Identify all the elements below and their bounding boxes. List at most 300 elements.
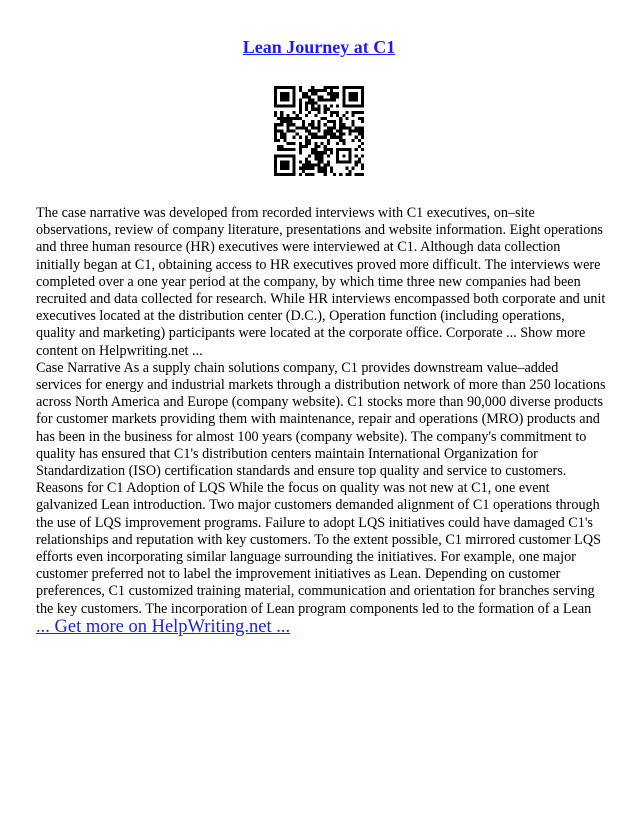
qr-module	[333, 173, 336, 176]
qr-module	[327, 148, 330, 151]
qr-module	[299, 167, 302, 170]
qr-module	[324, 89, 327, 92]
qr-module	[330, 170, 333, 173]
qr-module	[274, 86, 296, 89]
qr-module	[336, 105, 339, 108]
qr-module	[345, 117, 348, 120]
qr-module	[274, 129, 277, 132]
qr-module	[274, 154, 296, 157]
qr-module	[330, 114, 333, 117]
qr-module	[361, 154, 364, 157]
qr-module	[305, 160, 308, 163]
qr-module	[339, 173, 342, 176]
qr-module	[339, 139, 342, 142]
qr-module	[305, 173, 308, 176]
qr-module	[333, 136, 336, 139]
qr-module	[293, 111, 296, 114]
qr-module	[330, 167, 333, 170]
qr-module	[311, 126, 314, 129]
qr-module	[324, 105, 327, 108]
qr-module	[311, 108, 314, 111]
qr-module	[317, 136, 320, 139]
qr-module	[327, 133, 330, 136]
qr-module	[314, 133, 317, 136]
qr-module	[280, 92, 289, 101]
qr-module	[314, 108, 317, 111]
qr-module	[327, 120, 330, 123]
qr-module	[352, 167, 355, 170]
qr-module	[305, 157, 308, 160]
qr-module	[358, 145, 361, 148]
qr-module	[314, 92, 317, 95]
qr-module	[321, 167, 324, 170]
qr-module	[336, 129, 339, 132]
qr-module	[274, 105, 296, 108]
qr-module	[324, 136, 327, 139]
qr-module	[311, 133, 314, 136]
qr-module	[361, 148, 364, 151]
qr-module	[296, 117, 299, 120]
qr-module	[299, 98, 302, 101]
qr-module	[274, 111, 277, 114]
qr-module	[280, 160, 289, 169]
qr-module	[361, 136, 364, 139]
qr-module	[283, 133, 286, 136]
qr-module	[324, 133, 327, 136]
qr-module	[348, 148, 351, 164]
qr-module	[339, 123, 342, 126]
qr-module	[321, 142, 324, 145]
qr-module	[317, 170, 320, 173]
qr-module	[355, 164, 358, 167]
qr-module	[299, 108, 302, 111]
qr-module	[352, 114, 355, 117]
qr-module	[342, 139, 345, 142]
qr-module	[314, 154, 317, 157]
qr-module	[283, 148, 286, 151]
qr-module	[308, 123, 311, 126]
qr-module	[311, 102, 314, 105]
qr-module	[330, 92, 333, 95]
qr-module	[277, 145, 280, 148]
qr-module	[324, 111, 327, 114]
qr-module	[286, 129, 289, 132]
qr-module	[314, 157, 317, 160]
qr-module	[293, 129, 296, 132]
qr-module	[311, 167, 314, 170]
qr-module	[361, 126, 364, 129]
qr-module	[358, 126, 361, 129]
qr-module	[358, 160, 361, 163]
qr-code-graphic	[274, 86, 364, 176]
qr-module	[321, 95, 324, 98]
qr-module	[302, 164, 305, 167]
qr-module	[305, 145, 308, 148]
paragraph-methodology: The case narrative was developed from recorded interviews with C1 executives, on–site observations, review of company literature, presentations and website information. Eight operations and three human resource (HR) executives were interviewed at C1. Although data collection initially began at C1, obtaining access to HR executives proved more difficult. The interviews were completed over a one year period at the company, by which time three new companies had been recruited and data collected for research. While HR interviews encompassed both corporate and unit executives located at the distribution center (D.C.), Operation function (including operations, quality and marketing) participants were located at the corporate office. Corporate ... Show more content on Helpwriting.net ...	[36, 205, 606, 359]
qr-module	[342, 126, 345, 129]
qr-module	[336, 92, 339, 95]
qr-module	[348, 173, 351, 176]
qr-module	[361, 117, 364, 120]
qr-module	[324, 145, 327, 148]
qr-module	[296, 126, 299, 129]
qr-module	[280, 129, 283, 132]
qr-module	[339, 117, 342, 120]
qr-module	[333, 123, 336, 126]
qr-module	[305, 129, 308, 132]
qr-module	[274, 123, 277, 126]
qr-module	[308, 89, 311, 92]
qr-module	[308, 173, 311, 176]
qr-module	[321, 136, 324, 139]
qr-module	[327, 126, 330, 129]
qr-module	[280, 148, 283, 151]
qr-module	[311, 92, 314, 95]
qr-module	[336, 136, 339, 139]
qr-module	[361, 167, 364, 170]
title-link[interactable]: Lean Journey at C1	[242, 37, 396, 57]
qr-module	[305, 126, 308, 129]
qr-module	[277, 148, 280, 151]
qr-module	[299, 142, 302, 145]
qr-module	[317, 108, 320, 111]
qr-module	[305, 114, 308, 117]
qr-module	[352, 111, 355, 114]
qr-module	[299, 102, 302, 105]
qr-module	[361, 111, 364, 114]
qr-module	[296, 114, 299, 117]
qr-module	[293, 154, 296, 176]
qr-module	[336, 148, 339, 164]
qr-module	[286, 120, 289, 123]
qr-module	[317, 95, 320, 98]
qr-module	[348, 129, 351, 132]
qr-module	[321, 98, 324, 101]
qr-module	[348, 133, 351, 136]
qr-module	[330, 133, 333, 136]
qr-module	[308, 160, 311, 163]
qr-module	[355, 129, 358, 132]
qr-module	[299, 89, 302, 92]
qr-module	[293, 86, 296, 108]
qr-module	[274, 154, 277, 176]
more-link-container	[36, 616, 606, 638]
qr-module	[311, 148, 314, 151]
qr-module	[336, 142, 339, 145]
qr-module	[342, 86, 345, 108]
qr-module	[314, 126, 317, 129]
qr-module	[355, 154, 358, 157]
qr-module	[330, 148, 333, 151]
qr-module	[321, 157, 324, 160]
document-body	[36, 205, 606, 618]
qr-module	[314, 148, 317, 151]
qr-module	[314, 114, 317, 117]
qr-module	[342, 86, 364, 89]
qr-module	[361, 120, 364, 123]
qr-module	[286, 114, 289, 117]
qr-module	[333, 98, 336, 101]
qr-module	[348, 126, 351, 129]
qr-module	[330, 89, 333, 92]
qr-module	[330, 129, 333, 132]
qr-module	[342, 142, 345, 145]
qr-module	[317, 105, 320, 108]
qr-module	[311, 105, 314, 108]
qr-module	[274, 133, 277, 136]
qr-module	[333, 126, 336, 129]
qr-module	[308, 102, 311, 105]
qr-module	[283, 117, 286, 120]
qr-module	[277, 123, 280, 126]
qr-module	[339, 129, 342, 132]
qr-module	[308, 98, 311, 101]
qr-module	[314, 136, 317, 139]
qr-module	[314, 164, 317, 167]
qr-module	[302, 120, 305, 123]
qr-module	[324, 167, 327, 170]
qr-module	[342, 105, 364, 108]
qr-module	[361, 173, 364, 176]
qr-module	[302, 170, 305, 173]
qr-module	[302, 95, 305, 98]
qr-module	[311, 173, 314, 176]
qr-module	[296, 133, 299, 136]
qr-module	[324, 98, 327, 101]
document-title	[0, 36, 638, 58]
qr-module	[311, 120, 314, 123]
qr-module	[342, 123, 345, 126]
qr-module	[299, 117, 302, 120]
qr-module	[311, 86, 314, 89]
qr-module	[308, 133, 311, 136]
qr-code-icon	[274, 86, 364, 176]
qr-module	[355, 148, 358, 151]
qr-module	[274, 126, 277, 129]
qr-module	[327, 108, 330, 111]
qr-module	[317, 157, 320, 160]
qr-module	[314, 145, 317, 148]
qr-module	[308, 154, 311, 157]
qr-module	[317, 89, 320, 92]
qr-module	[280, 111, 283, 114]
qr-module	[336, 111, 339, 114]
qr-module	[324, 123, 327, 126]
qr-module	[342, 114, 345, 117]
qr-module	[358, 139, 361, 142]
qr-module	[299, 145, 302, 148]
qr-module	[274, 173, 296, 176]
qr-module	[345, 173, 348, 176]
qr-module	[330, 111, 333, 114]
qr-module	[358, 173, 361, 176]
qr-module	[339, 126, 342, 129]
qr-module	[305, 92, 308, 95]
qr-module	[330, 126, 333, 129]
qr-module	[333, 120, 336, 123]
qr-module	[314, 151, 317, 154]
qr-module	[293, 148, 296, 151]
qr-module	[345, 167, 348, 170]
qr-module	[283, 139, 286, 142]
qr-module	[286, 123, 289, 126]
qr-module	[305, 95, 308, 98]
qr-module	[317, 160, 320, 163]
qr-module	[293, 136, 296, 139]
qr-module	[358, 111, 361, 114]
qr-module	[324, 148, 327, 151]
qr-module	[290, 148, 293, 151]
qr-module	[317, 129, 320, 132]
qr-module	[317, 154, 320, 157]
qr-module	[286, 148, 289, 151]
qr-module	[305, 164, 308, 167]
qr-module	[321, 154, 324, 157]
qr-module	[330, 95, 333, 98]
get-more-link[interactable]: ... Get more on HelpWriting.net ...	[36, 617, 291, 637]
qr-module	[333, 95, 336, 98]
qr-module	[305, 142, 308, 145]
qr-module	[308, 139, 311, 142]
qr-module	[324, 151, 327, 154]
qr-module	[327, 142, 330, 145]
qr-module	[274, 136, 277, 139]
qr-module	[348, 92, 357, 101]
qr-module	[358, 157, 361, 160]
qr-module	[302, 126, 305, 129]
qr-module	[355, 136, 358, 139]
qr-module	[321, 170, 324, 173]
qr-module	[330, 98, 333, 101]
qr-module	[324, 173, 327, 176]
qr-module	[314, 89, 317, 92]
qr-module	[311, 164, 314, 167]
qr-module	[324, 170, 327, 173]
qr-module	[274, 139, 277, 142]
qr-module	[299, 151, 302, 154]
qr-module	[324, 117, 327, 120]
qr-module	[355, 173, 358, 176]
qr-module	[283, 136, 286, 139]
qr-module	[342, 133, 345, 136]
qr-module	[280, 120, 283, 123]
qr-module	[308, 95, 311, 98]
qr-module	[308, 111, 311, 114]
qr-module	[286, 142, 289, 145]
qr-module	[311, 123, 314, 126]
qr-module	[317, 98, 320, 101]
qr-module	[286, 117, 289, 120]
qr-module	[358, 133, 361, 136]
qr-module	[283, 120, 286, 123]
qr-module	[311, 136, 314, 139]
qr-module	[280, 123, 283, 126]
qr-module	[336, 95, 339, 98]
qr-module	[333, 111, 336, 114]
qr-module	[280, 133, 283, 136]
qr-module	[311, 89, 314, 92]
qr-module	[305, 105, 308, 108]
qr-module	[299, 86, 302, 89]
qr-module	[352, 129, 355, 132]
qr-module	[277, 129, 280, 132]
qr-module	[317, 145, 320, 148]
qr-module	[305, 136, 308, 139]
qr-module	[299, 136, 302, 139]
qr-module	[333, 86, 336, 89]
qr-module	[305, 102, 308, 105]
qr-module	[327, 154, 330, 157]
qr-module	[274, 114, 277, 117]
qr-module	[352, 123, 355, 126]
qr-module	[308, 167, 311, 170]
qr-module	[324, 129, 327, 132]
qr-module	[280, 136, 283, 139]
qr-module	[361, 129, 364, 132]
qr-module	[336, 114, 339, 117]
qr-module	[317, 120, 320, 123]
qr-module	[358, 129, 361, 132]
qr-module	[280, 117, 283, 120]
qr-module	[355, 160, 358, 163]
qr-module	[290, 117, 293, 120]
qr-module	[299, 126, 302, 129]
qr-module	[305, 167, 308, 170]
qr-module	[299, 111, 302, 114]
qr-module	[327, 129, 330, 132]
qr-module	[317, 126, 320, 129]
qr-module	[317, 151, 320, 154]
qr-module	[330, 86, 333, 89]
qr-module	[277, 117, 280, 120]
qr-module	[311, 98, 314, 101]
qr-module	[327, 160, 330, 163]
qr-module	[314, 142, 317, 145]
qr-module	[321, 151, 324, 154]
qr-module	[299, 148, 302, 151]
qr-module	[327, 86, 330, 89]
qr-module	[321, 160, 324, 163]
qr-module	[302, 167, 305, 170]
qr-module	[302, 123, 305, 126]
qr-module	[302, 145, 305, 148]
qr-module	[299, 160, 302, 163]
qr-module	[327, 139, 330, 142]
qr-module	[324, 108, 327, 111]
qr-module	[308, 129, 311, 132]
qr-module	[355, 126, 358, 129]
qr-module	[321, 89, 324, 92]
qr-module	[355, 111, 358, 114]
qr-module	[348, 170, 351, 173]
qr-module	[290, 123, 293, 126]
qr-module	[290, 142, 293, 145]
qr-module	[277, 139, 280, 142]
qr-module	[342, 154, 345, 157]
qr-module	[339, 120, 342, 123]
qr-module	[333, 92, 336, 95]
qr-module	[290, 120, 293, 123]
qr-module	[324, 86, 327, 89]
qr-module	[286, 126, 289, 129]
qr-module	[308, 142, 311, 145]
qr-module	[317, 167, 320, 170]
qr-module	[361, 164, 364, 167]
qr-module	[293, 117, 296, 120]
qr-module	[345, 111, 348, 114]
qr-module	[280, 114, 283, 117]
paragraph-case-narrative: Case Narrative As a supply chain solutions company, C1 provides downstream value–added services for energy and industrial markets through a distribution network of more than 250 locations across North America and Europe (company website). C1 stocks more than 90,000 diverse products for customer markets providing them with maintenance, repair and operations (MRO) products and has been in the business for almost 100 years (company website). The company's commitment to quality has ensured that C1's distribution centers maintain International Organization for Standardization (ISO) certification standards and ensure top quality and service to customers. Reasons for C1 Adoption of LQS While the focus on quality was not new at C1, one event galvanized Lean introduction. Two major customers demanded alignment of C1 operations through the use of LQS improvement programs. Failure to adopt LQS initiatives could have damaged C1's relationships and reputation with key customers. To the extent possible, C1 mirrored customer LQS efforts even incorporating similar language surrounding the initiatives. For example, one major customer preferred not to label the improvement initiatives as Lean. Depending on customer preferences, C1 customized training material, communication and orientation for branches serving the key customers. The incorporation of Lean program components led to the formation of a Lean	[36, 359, 606, 617]
